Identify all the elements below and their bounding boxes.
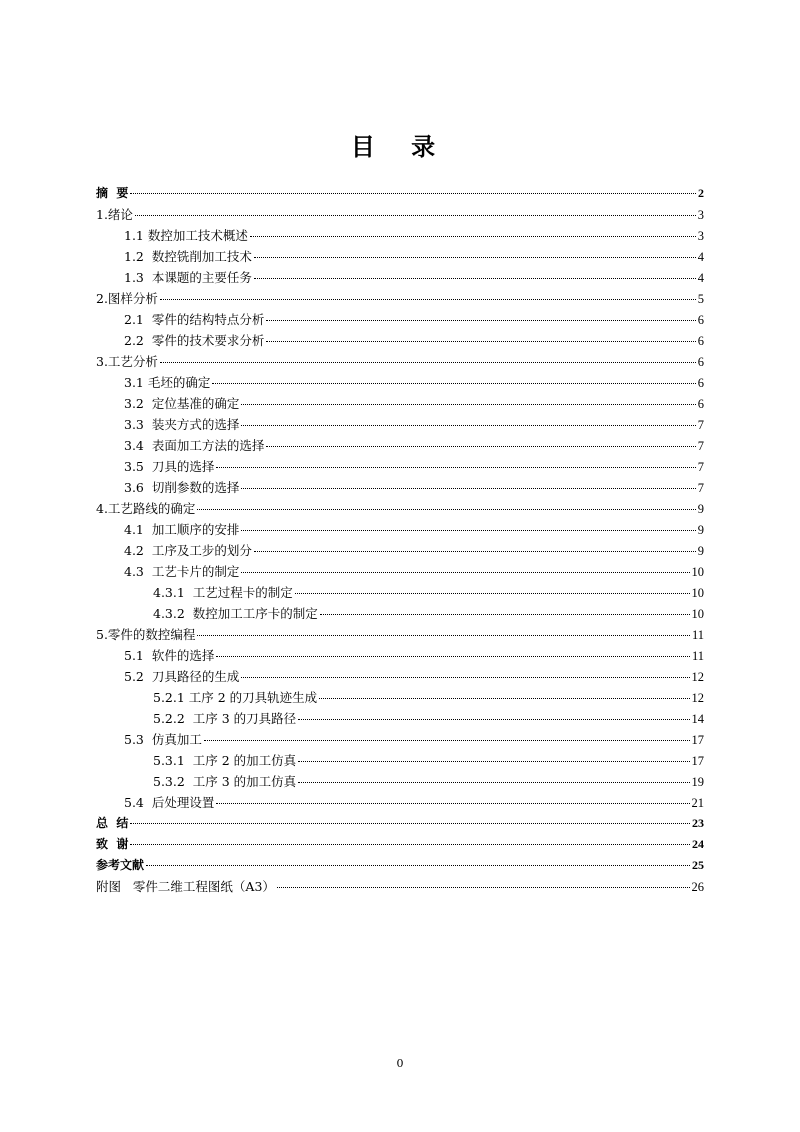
toc-entry-title: 5.3.1 工序 2 的加工仿真: [153, 753, 297, 768]
toc-entry-page: 17: [691, 733, 704, 747]
toc-entry[interactable]: [96, 289, 704, 310]
toc-dot-leader: [266, 446, 695, 447]
toc-dot-leader: [216, 467, 695, 468]
toc-entry[interactable]: [96, 394, 704, 415]
toc-dot-leader: [197, 509, 695, 510]
toc-entry[interactable]: [96, 604, 704, 625]
toc-entry-title: 4.3 工艺卡片的制定: [124, 564, 240, 579]
toc-entry[interactable]: [96, 688, 704, 709]
toc-entry[interactable]: [96, 562, 704, 583]
toc-entry[interactable]: [96, 226, 704, 247]
toc-entry-title: 5.2 刀具路径的生成: [124, 669, 240, 684]
toc-entry-title: 总 结: [96, 816, 129, 830]
toc-entry-page: 5: [697, 292, 704, 306]
toc-dot-leader: [319, 698, 689, 699]
toc-dot-leader: [241, 677, 689, 678]
toc-entry[interactable]: [96, 268, 704, 289]
toc-entry-page: 24: [692, 837, 704, 851]
page-title: 目 录: [350, 133, 450, 161]
toc-dot-leader: [130, 193, 696, 194]
toc-dot-leader: [241, 530, 695, 531]
toc-dot-leader: [250, 236, 696, 237]
toc-entry-page: 12: [691, 670, 704, 684]
toc-entry-title: 3.工艺分析: [96, 354, 158, 369]
toc-entry[interactable]: [96, 646, 704, 667]
toc-dot-leader: [295, 593, 690, 594]
toc-entry-title: 5.2.1 工序 2 的刀具轨迹生成: [153, 690, 318, 705]
toc-entry[interactable]: [96, 667, 704, 688]
toc-entry-title: 摘 要: [96, 186, 129, 200]
toc-dot-leader: [254, 257, 696, 258]
toc-entry[interactable]: [96, 583, 704, 604]
toc-dot-leader: [216, 803, 689, 804]
toc-dot-leader: [197, 635, 690, 636]
toc-entry-title: 3.3 装夹方式的选择: [124, 417, 240, 432]
toc-entry-title: 5.2.2 工序 3 的刀具路径: [153, 711, 297, 726]
toc-entry-title: 附图 零件二维工程图纸（A3）: [96, 879, 275, 894]
toc-entry[interactable]: [96, 772, 704, 793]
toc-dot-leader: [130, 844, 690, 845]
toc-dot-leader: [266, 341, 695, 342]
toc-entry-page: 4: [697, 271, 704, 285]
toc-entry-page: 6: [697, 334, 704, 348]
toc-entry-title: 5.1 软件的选择: [124, 648, 215, 663]
toc-entry-page: 9: [697, 544, 704, 558]
toc-entry-page: 12: [691, 691, 704, 705]
toc-entry-page: 10: [691, 565, 704, 579]
toc-entry-title: 3.5 刀具的选择: [124, 459, 215, 474]
toc-entry-page: 6: [697, 376, 704, 390]
toc-entry-page: 10: [691, 607, 704, 621]
toc-dot-leader: [277, 887, 690, 888]
toc-dot-leader: [298, 719, 689, 720]
toc-entry-page: 7: [697, 439, 704, 453]
toc-dot-leader: [241, 404, 695, 405]
toc-entry-title: 2.图样分析: [96, 291, 158, 306]
toc-entry-title: 3.1 毛坯的确定: [124, 375, 211, 390]
toc-entry-title: 2.2 零件的技术要求分析: [124, 333, 265, 348]
toc-entry-page: 6: [697, 355, 704, 369]
toc-dot-leader: [241, 572, 689, 573]
toc-entry-page: 7: [697, 481, 704, 495]
toc-entry-title: 参考文献: [96, 858, 145, 872]
toc-entry-page: 23: [692, 816, 704, 830]
toc-entry[interactable]: [96, 415, 704, 436]
toc-entry[interactable]: [96, 541, 704, 562]
page-number: 0: [396, 1057, 404, 1070]
toc-entry-page: 6: [697, 313, 704, 327]
toc-dot-leader: [146, 865, 690, 866]
toc-entry-page: 6: [697, 397, 704, 411]
toc-dot-leader: [266, 320, 695, 321]
toc-entry-title: 1.绪论: [96, 207, 133, 222]
toc-entry[interactable]: [96, 835, 704, 856]
toc-dot-leader: [320, 614, 690, 615]
toc-entry[interactable]: [96, 709, 704, 730]
toc-dot-leader: [135, 215, 696, 216]
toc-entry-title: 3.2 定位基准的确定: [124, 396, 240, 411]
toc-entry-page: 25: [692, 858, 704, 872]
toc-entry-page: 10: [691, 586, 704, 600]
toc-entry[interactable]: [96, 352, 704, 373]
toc-entry[interactable]: [96, 751, 704, 772]
table-of-contents: [96, 184, 704, 898]
toc-entry[interactable]: [96, 793, 704, 814]
toc-entry[interactable]: [96, 205, 704, 226]
toc-entry-page: 11: [691, 649, 704, 663]
toc-dot-leader: [298, 761, 689, 762]
toc-entry[interactable]: [96, 877, 704, 898]
toc-entry-title: 致 谢: [96, 837, 129, 851]
toc-entry-page: 3: [697, 229, 704, 243]
toc-dot-leader: [160, 299, 696, 300]
toc-dot-leader: [130, 823, 690, 824]
toc-dot-leader: [254, 551, 696, 552]
toc-dot-leader: [216, 656, 690, 657]
toc-dot-leader: [298, 782, 689, 783]
toc-dot-leader: [160, 362, 696, 363]
toc-entry-title: 3.6 切削参数的选择: [124, 480, 240, 495]
toc-entry-page: 9: [697, 523, 704, 537]
toc-entry[interactable]: [96, 856, 704, 877]
toc-entry-page: 7: [697, 418, 704, 432]
toc-entry[interactable]: [96, 457, 704, 478]
toc-dot-leader: [204, 740, 690, 741]
toc-entry[interactable]: [96, 730, 704, 751]
toc-entry-page: 9: [697, 502, 704, 516]
toc-entry-title: 1.2 数控铣削加工技术: [124, 249, 252, 264]
toc-entry[interactable]: [96, 625, 704, 646]
toc-entry[interactable]: [96, 814, 704, 835]
toc-entry-title: 4.3.1 工艺过程卡的制定: [153, 585, 293, 600]
toc-entry-page: 19: [691, 775, 704, 789]
toc-entry-page: 4: [697, 250, 704, 264]
toc-entry-page: 26: [691, 880, 704, 894]
toc-entry[interactable]: [96, 436, 704, 457]
toc-entry-title: 5.3.2 工序 3 的加工仿真: [153, 774, 297, 789]
toc-entry-page: 14: [691, 712, 704, 726]
toc-entry-page: 7: [697, 460, 704, 474]
toc-entry-title: 5.3 仿真加工: [124, 732, 202, 747]
toc-dot-leader: [241, 425, 695, 426]
toc-dot-leader: [254, 278, 696, 279]
toc-entry-page: 11: [691, 628, 704, 642]
toc-entry-title: 3.4 表面加工方法的选择: [124, 438, 265, 453]
toc-entry-title: 2.1 零件的结构特点分析: [124, 312, 265, 327]
toc-dot-leader: [241, 488, 695, 489]
toc-entry-page: 3: [697, 208, 704, 222]
toc-entry[interactable]: [96, 373, 704, 394]
toc-entry[interactable]: [96, 310, 704, 331]
toc-entry-title: 1.3 本课题的主要任务: [124, 270, 252, 285]
toc-entry[interactable]: [96, 184, 704, 205]
toc-entry[interactable]: [96, 331, 704, 352]
toc-entry-title: 5.4 后处理设置: [124, 795, 215, 810]
toc-entry[interactable]: [96, 499, 704, 520]
toc-entry-page: 17: [691, 754, 704, 768]
toc-entry-title: 4.2 工序及工步的划分: [124, 543, 252, 558]
toc-entry[interactable]: [96, 478, 704, 499]
toc-entry[interactable]: [96, 247, 704, 268]
toc-entry-title: 4.工艺路线的确定: [96, 501, 196, 516]
toc-entry-title: 4.1 加工顺序的安排: [124, 522, 240, 537]
toc-entry-title: 5.零件的数控编程: [96, 627, 196, 642]
toc-entry-page: 21: [691, 796, 704, 810]
toc-entry-title: 4.3.2 数控加工工序卡的制定: [153, 606, 318, 621]
toc-entry-title: 1.1 数控加工技术概述: [124, 228, 248, 243]
toc-dot-leader: [212, 383, 695, 384]
toc-entry[interactable]: [96, 520, 704, 541]
toc-entry-page: 2: [698, 186, 704, 200]
